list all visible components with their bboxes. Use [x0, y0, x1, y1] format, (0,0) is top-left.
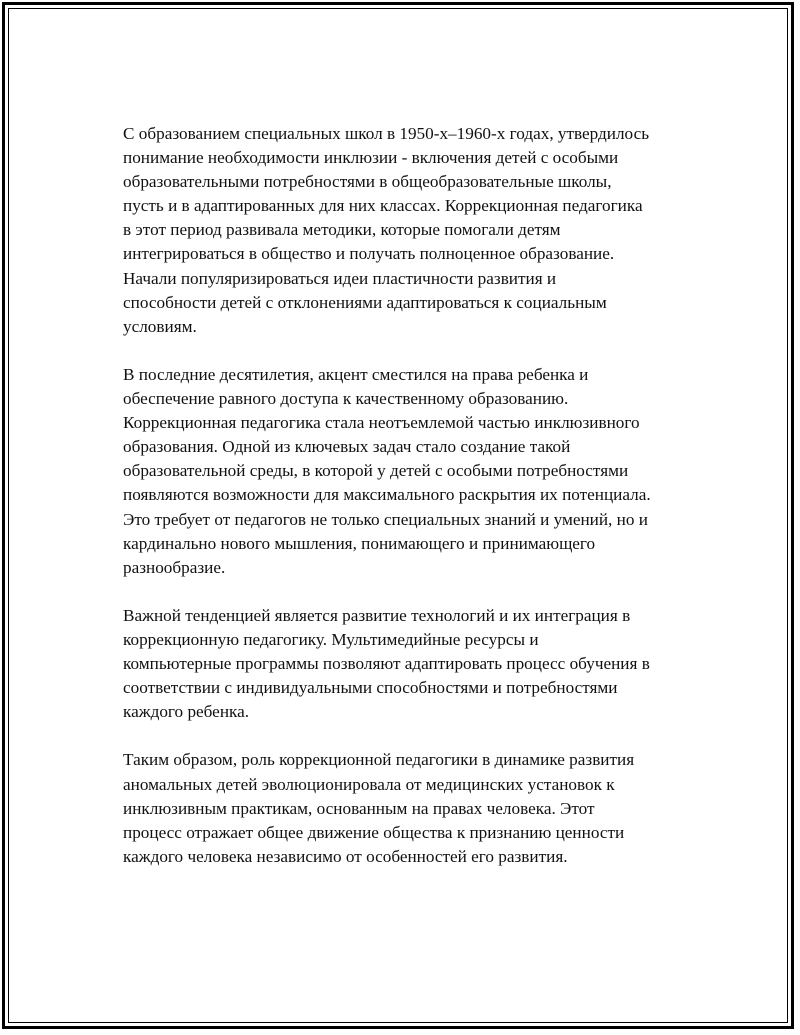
text-line: Начали популяризироваться идеи пластичности развития и [123, 268, 557, 288]
text-line: разнообразие. [123, 557, 226, 577]
text-line: компьютерные программы позволяют адаптировать процесс обучения в [123, 654, 650, 674]
text-line: аномальных детей эволюционировала от медицинских установок к [123, 774, 615, 794]
text-line: условиям. [123, 316, 197, 336]
text-line: интегрироваться в общество и получать полноценное образование. [123, 244, 615, 264]
page-border [2, 2, 794, 1029]
text-line: каждого человека независимо от особенностей его развития. [123, 846, 568, 866]
text-line: инклюзивным практикам, основанным на правах человека. Этот [123, 798, 595, 818]
text-line: Таким образом, роль коррекционной педагогики в динамике развития [123, 750, 635, 770]
text-line: образования. Одной из ключевых задач стало создание такой [123, 437, 571, 457]
text-line: кардинально нового мышления, понимающего и принимающего [123, 533, 596, 553]
text-line: процесс отражает общее движение общества к признанию ценности [123, 822, 625, 842]
paragraph-3 [123, 604, 723, 724]
text-line: понимание необходимости инклюзии - включения детей с особыми [123, 148, 619, 168]
text-line: Коррекционная педагогика стала неотъемлемой частью инклюзивного [123, 413, 640, 433]
text-line: образовательными потребностями в общеобразовательные школы, [123, 172, 612, 192]
paragraph-2 [123, 363, 723, 580]
text-line: Важной тенденцией является развитие технологий и их интеграция в [123, 605, 631, 625]
text-line: пусть и в адаптированных для них классах. Коррекционная педагогика [123, 196, 643, 216]
text-line: образовательной среды, в которой у детей с особыми потребностями [123, 461, 629, 481]
text-line: каждого ребенка. [123, 702, 250, 722]
text-line: Это требует от педагогов не только специальных знаний и умений, но и [123, 509, 648, 529]
text-line: способности детей с отклонениями адаптироваться к социальным [123, 292, 607, 312]
text-line: коррекционную педагогику. Мультимедийные ресурсы и [123, 629, 539, 649]
paragraph-1 [123, 122, 723, 339]
text-line: появляются возможности для максимального раскрытия их потенциала. [123, 485, 651, 505]
paragraph-4 [123, 748, 723, 868]
text-line: соответствии с индивидуальными способностями и потребностями [123, 678, 618, 698]
text-line: обеспечение равного доступа к качественному образованию. [123, 389, 569, 409]
text-line: С образованием специальных школ в 1950-х–1960-х годах, утвердилось [123, 124, 650, 143]
text-line: В последние десятилетия, акцент сместился на права ребенка и [123, 364, 589, 384]
text-line: в этот период развивала методики, которые помогали детям [123, 220, 561, 240]
document-body [123, 122, 723, 893]
